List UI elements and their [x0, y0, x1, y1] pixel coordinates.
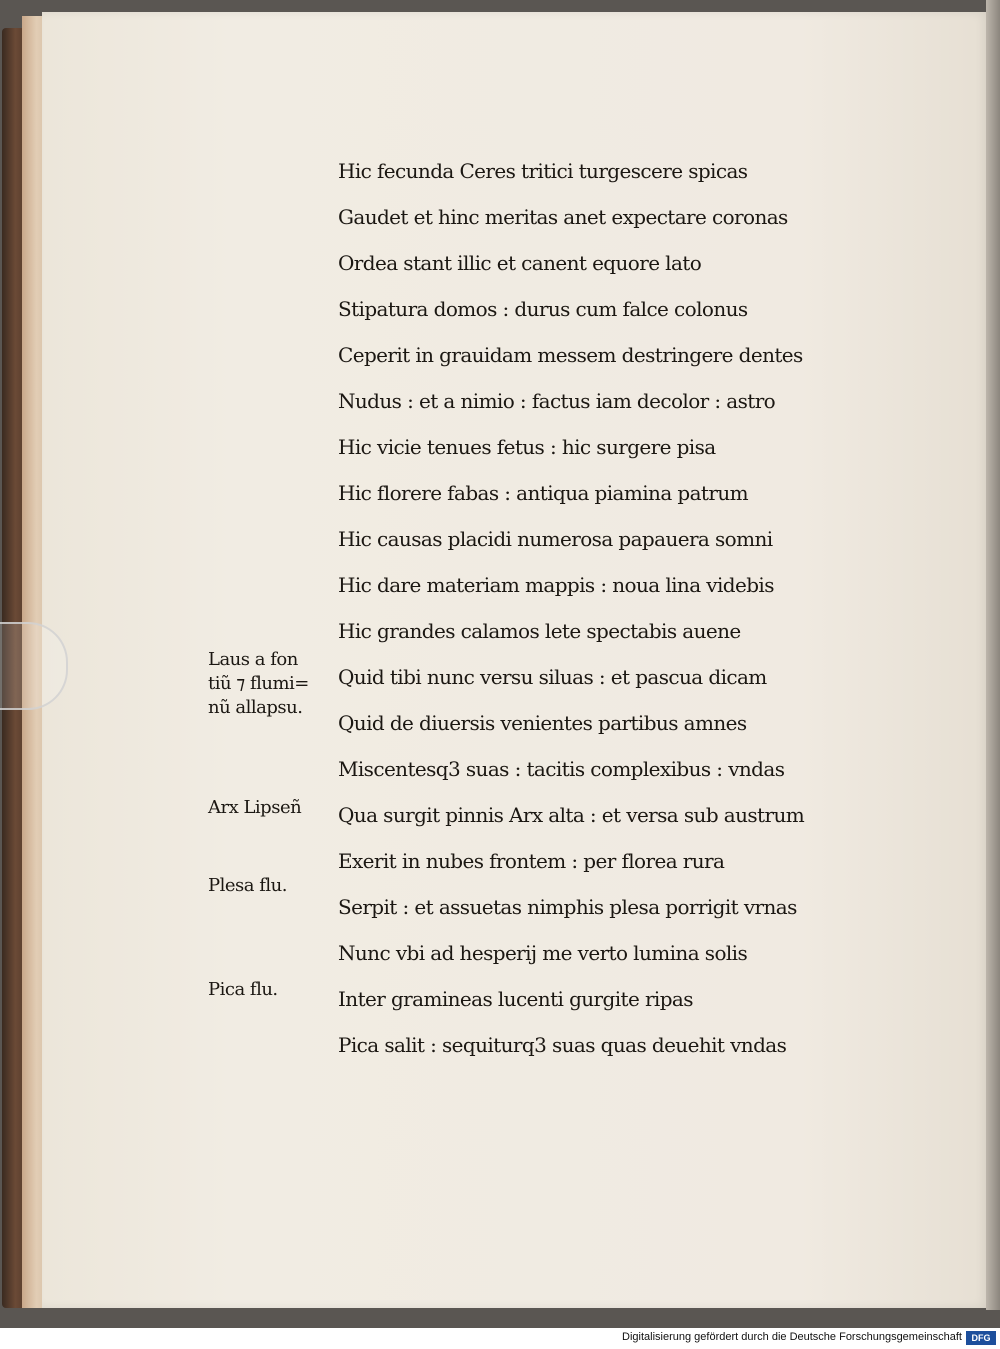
verse-line: Ceperit in grauidam messem destringere dentes — [338, 343, 803, 367]
verse-text-block — [338, 148, 818, 1068]
verse-line: Quid tibi nunc versu siluas : et pascua dicam — [338, 665, 767, 689]
verse-line: Quid de diuersis venientes partibus amnes — [338, 711, 747, 735]
verse-line: Qua surgit pinnis Arx alta : et versa sub austrum — [338, 803, 805, 827]
verse-line: Hic vicie tenues fetus : hic surgere pisa — [338, 435, 716, 459]
verse-line: Pica salit : sequiturq3 suas quas deuehit vndas — [338, 1033, 787, 1057]
margin-note-line: nũ allapsu. — [208, 697, 303, 718]
margin-note-pica: Pica flu. — [208, 979, 278, 1000]
margin-note-laus — [208, 648, 309, 720]
verse-line: Hic fecunda Ceres tritici turgescere spicas — [338, 159, 748, 183]
verse-line: Miscentesq3 suas : tacitis complexibus : vndas — [338, 757, 785, 781]
verse-line: Hic dare materiam mappis : noua lina videbis — [338, 573, 774, 597]
margin-note-arx: Arx Lipseñ — [208, 797, 302, 818]
verse-line: Hic causas placidi numerosa papauera somni — [338, 527, 773, 551]
verse-line: Nudus : et a nimio : factus iam decolor : astro — [338, 389, 776, 413]
verse-line: Ordea stant illic et canent equore lato — [338, 251, 702, 275]
verse-line: Nunc vbi ad hesperij me verto lumina solis — [338, 941, 748, 965]
funding-credit: Digitalisierung gefördert durch die Deutsche Forschungsgemeinschaft — [622, 1331, 962, 1343]
verse-line: Serpit : et assuetas nimphis plesa porrigit vrnas — [338, 895, 797, 919]
verse-line: Gaudet et hinc meritas anet expectare coronas — [338, 205, 788, 229]
dfg-logo: DFG — [966, 1331, 996, 1345]
verse-line: Stipatura domos : durus cum falce colonus — [338, 297, 748, 321]
verse-line: Hic grandes calamos lete spectabis auene — [338, 619, 741, 643]
verse-line: Hic florere fabas : antiqua piamina patrum — [338, 481, 748, 505]
margin-note-line: tiũ ⁊ flumi= — [208, 673, 309, 694]
margin-note-plesa: Plesa flu. — [208, 875, 287, 896]
verse-line: Inter gramineas lucenti gurgite ripas — [338, 987, 693, 1011]
margin-note-line: Laus a fon — [208, 649, 298, 670]
verse-line: Exerit in nubes frontem : per florea rura — [338, 849, 725, 873]
facing-page-edge — [986, 0, 1000, 1310]
